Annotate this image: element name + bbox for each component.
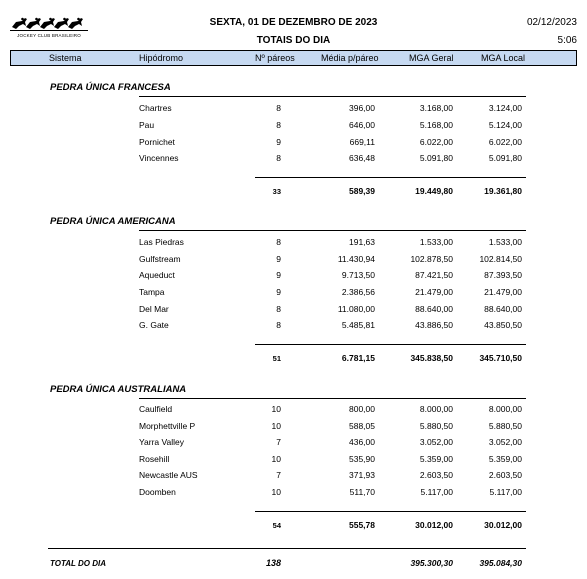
table-row bbox=[0, 304, 587, 318]
mga-local-cell: 21.479,00 bbox=[484, 287, 522, 297]
mga-local-cell: 3.052,00 bbox=[488, 437, 522, 447]
total-mga-geral-cell: 30.012,00 bbox=[415, 520, 453, 530]
total-pareos-cell: 54 bbox=[272, 521, 281, 530]
mga-geral-cell: 2.603,50 bbox=[419, 470, 453, 480]
table-row bbox=[0, 320, 587, 334]
media-cell: 436,00 bbox=[349, 437, 375, 447]
mga-local-cell: 5.124,00 bbox=[488, 120, 522, 130]
total-mga-geral-cell: 19.449,80 bbox=[415, 186, 453, 196]
section-title: PEDRA ÚNICA AUSTRALIANA bbox=[50, 384, 187, 395]
media-cell: 191,63 bbox=[349, 237, 375, 247]
total-divider bbox=[255, 344, 526, 345]
mga-geral-cell: 21.479,00 bbox=[415, 287, 453, 297]
table-row bbox=[0, 404, 587, 418]
table-row bbox=[0, 421, 587, 435]
pareos-cell: 10 bbox=[271, 487, 281, 497]
report-date: 02/12/2023 bbox=[526, 17, 577, 28]
hipodromo-cell: Gulfstream bbox=[139, 254, 181, 264]
media-cell: 646,00 bbox=[349, 120, 375, 130]
mga-local-cell: 2.603,50 bbox=[488, 470, 522, 480]
table-row bbox=[0, 237, 587, 251]
hipodromo-cell: Rosehill bbox=[139, 454, 170, 464]
mga-local-cell: 6.022,00 bbox=[488, 137, 522, 147]
mga-local-cell: 102.814,50 bbox=[479, 254, 522, 264]
grand-total-pareos: 138 bbox=[265, 558, 281, 568]
grand-total-label: TOTAL DO DIA bbox=[50, 559, 106, 568]
mga-local-cell: 43.850,50 bbox=[484, 320, 522, 330]
hipodromo-cell: Doomben bbox=[139, 487, 176, 497]
total-divider bbox=[255, 511, 526, 512]
mga-local-cell: 1.533,00 bbox=[488, 237, 522, 247]
col-mga-geral: MGA Geral bbox=[409, 53, 454, 63]
mga-geral-cell: 5.168,00 bbox=[419, 120, 453, 130]
pareos-cell: 9 bbox=[276, 137, 281, 147]
pareos-cell: 7 bbox=[276, 470, 281, 480]
section-divider bbox=[139, 230, 526, 231]
hipodromo-cell: Aqueduct bbox=[139, 270, 175, 280]
table-row bbox=[0, 470, 587, 484]
hipodromo-cell: Pau bbox=[139, 120, 155, 130]
mga-geral-cell: 87.421,50 bbox=[415, 270, 453, 280]
media-cell: 800,00 bbox=[349, 404, 375, 414]
table-row bbox=[0, 437, 587, 451]
hipodromo-cell: Pornichet bbox=[139, 137, 175, 147]
mga-geral-cell: 3.052,00 bbox=[419, 437, 453, 447]
pareos-cell: 9 bbox=[276, 287, 281, 297]
hipodromo-cell: Vincennes bbox=[139, 153, 179, 163]
total-mga-local-cell: 345.710,50 bbox=[479, 353, 522, 363]
pareos-cell: 9 bbox=[276, 254, 281, 264]
hipodromo-cell: Caulfield bbox=[139, 404, 173, 414]
page-subtitle: TOTAIS DO DIA bbox=[256, 35, 331, 46]
hipodromo-cell: Tampa bbox=[139, 287, 165, 297]
report-time: 5:06 bbox=[557, 35, 577, 46]
total-media-cell: 555,78 bbox=[349, 520, 375, 530]
mga-local-cell: 5.091,80 bbox=[488, 153, 522, 163]
mga-geral-cell: 8.000,00 bbox=[419, 404, 453, 414]
table-row bbox=[0, 287, 587, 301]
media-cell: 511,70 bbox=[349, 487, 375, 497]
section-total-row bbox=[0, 520, 587, 534]
table-row bbox=[0, 254, 587, 268]
hipodromo-cell: Yarra Valley bbox=[139, 437, 185, 447]
mga-geral-cell: 5.359,00 bbox=[419, 454, 453, 464]
hipodromo-cell: Las Piedras bbox=[139, 237, 184, 247]
media-cell: 636,48 bbox=[349, 153, 375, 163]
pareos-cell: 8 bbox=[276, 320, 281, 330]
pareos-cell: 8 bbox=[276, 103, 281, 113]
media-cell: 11.080,00 bbox=[337, 304, 375, 314]
pareos-cell: 8 bbox=[276, 237, 281, 247]
total-pareos-cell: 51 bbox=[272, 354, 281, 363]
mga-local-cell: 5.359,00 bbox=[488, 454, 522, 464]
media-cell: 669,11 bbox=[349, 137, 375, 147]
col-hipodromo: Hipódromo bbox=[139, 53, 184, 63]
col-pareos: Nº páreos bbox=[255, 53, 295, 63]
total-divider bbox=[255, 177, 526, 178]
mga-local-cell: 5.880,50 bbox=[488, 421, 522, 431]
mga-geral-cell: 5.091,80 bbox=[419, 153, 453, 163]
total-media-cell: 589,39 bbox=[349, 186, 375, 196]
section-divider bbox=[139, 398, 526, 399]
hipodromo-cell: G. Gate bbox=[139, 320, 169, 330]
pareos-cell: 8 bbox=[276, 120, 281, 130]
media-cell: 11.430,94 bbox=[337, 254, 375, 264]
logo-text: JOCKEY CLUB BRASILEIRO bbox=[17, 33, 81, 38]
hipodromo-cell: Morphettville P bbox=[139, 421, 196, 431]
media-cell: 2.386,56 bbox=[341, 287, 375, 297]
pareos-cell: 8 bbox=[276, 304, 281, 314]
total-media-cell: 6.781,15 bbox=[341, 353, 375, 363]
section-divider bbox=[139, 96, 526, 97]
col-media: Média p/páreo bbox=[321, 53, 379, 63]
section-title: PEDRA ÚNICA FRANCESA bbox=[50, 82, 171, 93]
grand-total-mga-local: 395.084,30 bbox=[479, 558, 522, 568]
grand-total-mga-geral: 395.300,30 bbox=[410, 558, 453, 568]
mga-geral-cell: 5.880,50 bbox=[419, 421, 453, 431]
hipodromo-cell: Del Mar bbox=[139, 304, 169, 314]
media-cell: 9.713,50 bbox=[341, 270, 375, 280]
pareos-cell: 9 bbox=[276, 270, 281, 280]
total-pareos-cell: 33 bbox=[272, 187, 281, 196]
section-total-row bbox=[0, 186, 587, 200]
hipodromo-cell: Chartres bbox=[139, 103, 172, 113]
mga-geral-cell: 1.533,00 bbox=[419, 237, 453, 247]
table-row bbox=[0, 120, 587, 134]
mga-local-cell: 3.124,00 bbox=[488, 103, 522, 113]
table-row bbox=[0, 270, 587, 284]
mga-local-cell: 87.393,50 bbox=[484, 270, 522, 280]
table-row bbox=[0, 454, 587, 468]
grand-total-row bbox=[0, 558, 587, 572]
mga-geral-cell: 5.117,00 bbox=[420, 487, 453, 497]
pareos-cell: 10 bbox=[271, 421, 281, 431]
pareos-cell: 8 bbox=[276, 153, 281, 163]
media-cell: 371,93 bbox=[349, 470, 375, 480]
pareos-cell: 10 bbox=[271, 404, 281, 414]
mga-geral-cell: 3.168,00 bbox=[419, 103, 453, 113]
page-date-title: SEXTA, 01 DE DEZEMBRO DE 2023 bbox=[209, 17, 378, 28]
media-cell: 535,90 bbox=[349, 454, 375, 464]
section-title: PEDRA ÚNICA AMERICANA bbox=[50, 216, 176, 227]
table-row bbox=[0, 137, 587, 151]
mga-geral-cell: 88.640,00 bbox=[415, 304, 453, 314]
mga-local-cell: 8.000,00 bbox=[488, 404, 522, 414]
col-sistema: Sistema bbox=[49, 53, 82, 63]
hipodromo-cell: Newcastle AUS bbox=[139, 470, 198, 480]
pareos-cell: 7 bbox=[276, 437, 281, 447]
total-mga-local-cell: 30.012,00 bbox=[484, 520, 522, 530]
grand-total-divider bbox=[48, 548, 526, 549]
pareos-cell: 10 bbox=[271, 454, 281, 464]
mga-geral-cell: 43.886,50 bbox=[415, 320, 453, 330]
mga-geral-cell: 6.022,00 bbox=[419, 137, 453, 147]
media-cell: 5.485,81 bbox=[341, 320, 375, 330]
mga-geral-cell: 102.878,50 bbox=[410, 254, 453, 264]
table-row bbox=[0, 487, 587, 501]
mga-local-cell: 88.640,00 bbox=[484, 304, 522, 314]
mga-local-cell: 5.117,00 bbox=[489, 487, 522, 497]
column-header-bar bbox=[10, 50, 577, 66]
total-mga-local-cell: 19.361,80 bbox=[484, 186, 522, 196]
table-row bbox=[0, 103, 587, 117]
total-mga-geral-cell: 345.838,50 bbox=[410, 353, 453, 363]
media-cell: 588,05 bbox=[349, 421, 375, 431]
section-total-row bbox=[0, 353, 587, 367]
col-mga-local: MGA Local bbox=[481, 53, 526, 63]
table-row bbox=[0, 153, 587, 167]
media-cell: 396,00 bbox=[349, 103, 375, 113]
